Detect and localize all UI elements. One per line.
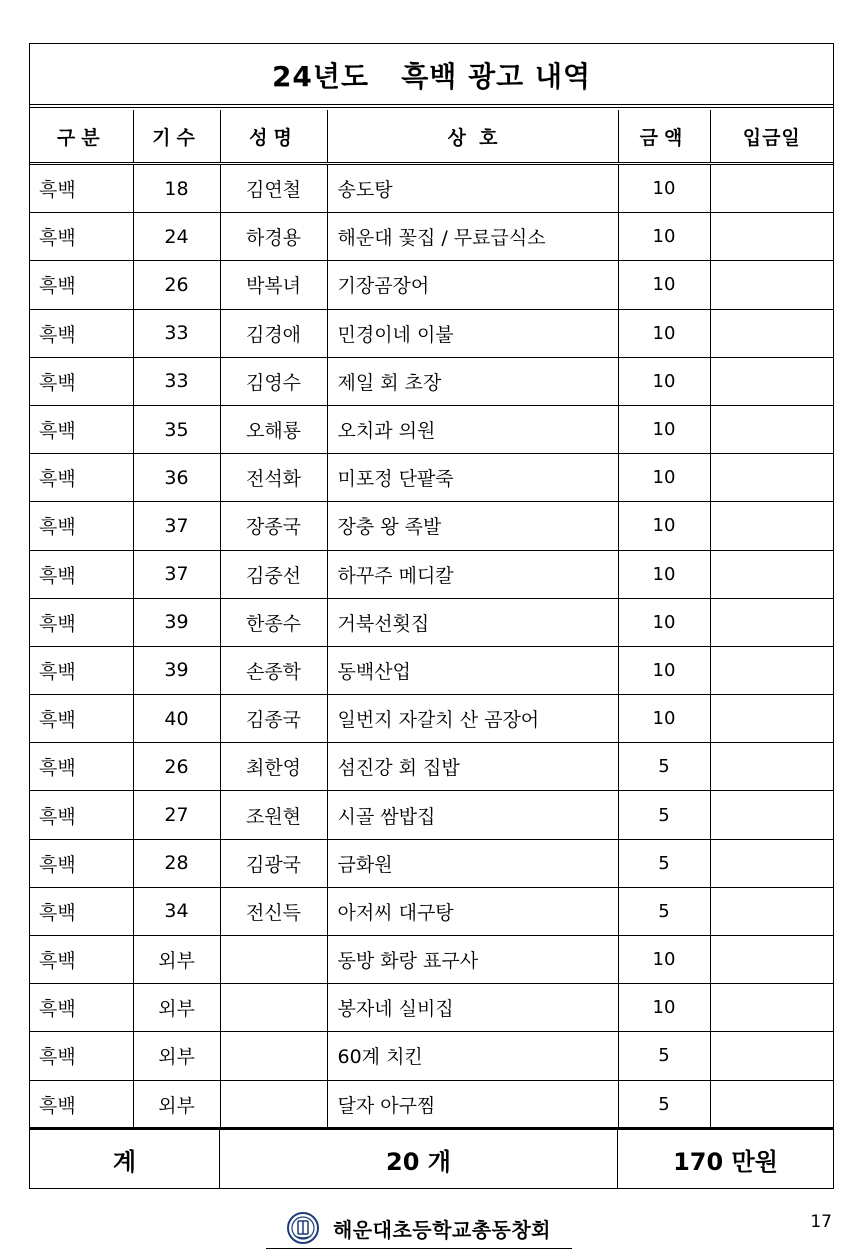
cell-generation: 외부 xyxy=(133,1032,220,1080)
cell-name: 김영수 xyxy=(220,357,327,405)
cell-generation: 26 xyxy=(133,261,220,309)
cell-name: 김경애 xyxy=(220,309,327,357)
header-shop: 상 호 xyxy=(327,110,618,164)
total-amount: 170 만원 xyxy=(673,1147,778,1176)
cell-amount: 10 xyxy=(618,261,710,309)
cell-shop: 섬진강 회 집밥 xyxy=(327,743,618,791)
cell-category: 흑백 xyxy=(30,984,133,1032)
cell-generation: 37 xyxy=(133,502,220,550)
table-row xyxy=(30,984,833,1032)
cell-paid-date xyxy=(710,1080,833,1128)
table-row xyxy=(30,1080,833,1128)
cell-category: 흑백 xyxy=(30,261,133,309)
table-row xyxy=(30,839,833,887)
cell-category: 흑백 xyxy=(30,502,133,550)
cell-amount: 10 xyxy=(618,213,710,261)
cell-shop: 거북선횟집 xyxy=(327,598,618,646)
cell-amount: 10 xyxy=(618,646,710,694)
header-generation: 기수 xyxy=(133,110,220,164)
cell-shop: 송도탕 xyxy=(327,164,618,213)
cell-shop: 봉자네 실비집 xyxy=(327,984,618,1032)
table-row xyxy=(30,887,833,935)
cell-generation: 33 xyxy=(133,309,220,357)
table-row xyxy=(30,164,833,213)
table-row xyxy=(30,791,833,839)
cell-name: 최한영 xyxy=(220,743,327,791)
page-number: 17 xyxy=(810,1212,832,1232)
cell-paid-date xyxy=(710,936,833,984)
header-category: 구분 xyxy=(30,110,133,164)
cell-amount: 5 xyxy=(618,1080,710,1128)
table-row xyxy=(30,357,833,405)
cell-paid-date xyxy=(710,164,833,213)
footer xyxy=(266,1208,572,1249)
cell-shop: 기장곰장어 xyxy=(327,261,618,309)
cell-paid-date xyxy=(710,405,833,453)
cell-generation: 외부 xyxy=(133,1080,220,1128)
cell-name: 김중선 xyxy=(220,550,327,598)
cell-name xyxy=(220,1080,327,1128)
cell-amount: 5 xyxy=(618,743,710,791)
cell-paid-date xyxy=(710,887,833,935)
table-row xyxy=(30,550,833,598)
cell-paid-date xyxy=(710,743,833,791)
cell-paid-date xyxy=(710,791,833,839)
cell-name: 김종국 xyxy=(220,695,327,743)
cell-category: 흑백 xyxy=(30,936,133,984)
table-row xyxy=(30,261,833,309)
cell-shop: 시골 쌈밥집 xyxy=(327,791,618,839)
cell-category: 흑백 xyxy=(30,164,133,213)
school-emblem-icon xyxy=(287,1212,319,1244)
cell-category: 흑백 xyxy=(30,309,133,357)
table-row xyxy=(30,695,833,743)
total-count: 20 개 xyxy=(220,1130,618,1188)
cell-generation: 28 xyxy=(133,839,220,887)
cell-paid-date xyxy=(710,695,833,743)
title-divider xyxy=(30,104,833,108)
cell-name: 조원현 xyxy=(220,791,327,839)
cell-shop: 오치과 의원 xyxy=(327,405,618,453)
cell-name: 전석화 xyxy=(220,454,327,502)
cell-paid-date xyxy=(710,357,833,405)
ad-list-frame xyxy=(29,43,834,1189)
cell-shop: 장충 왕 족발 xyxy=(327,502,618,550)
cell-generation: 외부 xyxy=(133,936,220,984)
cell-paid-date xyxy=(710,309,833,357)
cell-category: 흑백 xyxy=(30,357,133,405)
cell-shop: 제일 회 초장 xyxy=(327,357,618,405)
cell-name: 하경용 xyxy=(220,213,327,261)
cell-name xyxy=(220,1032,327,1080)
cell-name: 박복녀 xyxy=(220,261,327,309)
cell-amount: 10 xyxy=(618,454,710,502)
table-row xyxy=(30,598,833,646)
cell-category: 흑백 xyxy=(30,743,133,791)
cell-name: 김광국 xyxy=(220,839,327,887)
cell-generation: 18 xyxy=(133,164,220,213)
table-row xyxy=(30,646,833,694)
cell-shop: 해운대 꽃집 / 무료급식소 xyxy=(327,213,618,261)
cell-paid-date xyxy=(710,261,833,309)
page-title: 24년도 흑백 광고 내역 xyxy=(271,60,592,93)
cell-paid-date xyxy=(710,984,833,1032)
cell-category: 흑백 xyxy=(30,1080,133,1128)
cell-amount: 10 xyxy=(618,984,710,1032)
cell-generation: 36 xyxy=(133,454,220,502)
cell-paid-date xyxy=(710,213,833,261)
cell-generation: 27 xyxy=(133,791,220,839)
header-amount: 금액 xyxy=(618,110,710,164)
cell-generation: 37 xyxy=(133,550,220,598)
cell-amount: 10 xyxy=(618,164,710,213)
cell-shop: 동백산업 xyxy=(327,646,618,694)
header-paid-date: 입금일 xyxy=(710,110,833,164)
cell-amount: 10 xyxy=(618,357,710,405)
cell-category: 흑백 xyxy=(30,598,133,646)
table-row xyxy=(30,309,833,357)
header-name: 성명 xyxy=(220,110,327,164)
cell-amount: 5 xyxy=(618,1032,710,1080)
cell-category: 흑백 xyxy=(30,405,133,453)
cell-generation: 24 xyxy=(133,213,220,261)
cell-paid-date xyxy=(710,502,833,550)
cell-amount: 5 xyxy=(618,791,710,839)
cell-shop: 미포정 단팥죽 xyxy=(327,454,618,502)
table-row xyxy=(30,213,833,261)
cell-generation: 26 xyxy=(133,743,220,791)
cell-name: 장종국 xyxy=(220,502,327,550)
table-row xyxy=(30,936,833,984)
cell-name: 한종수 xyxy=(220,598,327,646)
total-label: 계 xyxy=(30,1130,220,1188)
cell-amount: 5 xyxy=(618,887,710,935)
cell-shop: 60계 치킨 xyxy=(327,1032,618,1080)
cell-name: 손종학 xyxy=(220,646,327,694)
cell-generation: 34 xyxy=(133,887,220,935)
cell-category: 흑백 xyxy=(30,791,133,839)
cell-category: 흑백 xyxy=(30,454,133,502)
cell-category: 흑백 xyxy=(30,887,133,935)
cell-category: 흑백 xyxy=(30,646,133,694)
table-row xyxy=(30,743,833,791)
cell-paid-date xyxy=(710,598,833,646)
cell-amount: 10 xyxy=(618,550,710,598)
organization-name: 해운대초등학교총동창회 xyxy=(332,1217,552,1242)
total-row xyxy=(30,1127,833,1188)
cell-amount: 10 xyxy=(618,936,710,984)
cell-shop: 동방 화랑 표구사 xyxy=(327,936,618,984)
cell-generation: 40 xyxy=(133,695,220,743)
table-header-row xyxy=(30,110,833,164)
cell-shop: 일번지 자갈치 산 곰장어 xyxy=(327,695,618,743)
table-row xyxy=(30,1032,833,1080)
cell-name: 오해룡 xyxy=(220,405,327,453)
cell-generation: 35 xyxy=(133,405,220,453)
cell-paid-date xyxy=(710,839,833,887)
cell-shop: 아저씨 대구탕 xyxy=(327,887,618,935)
cell-amount: 10 xyxy=(618,598,710,646)
cell-amount: 10 xyxy=(618,309,710,357)
cell-paid-date xyxy=(710,1032,833,1080)
cell-generation: 39 xyxy=(133,598,220,646)
cell-category: 흑백 xyxy=(30,1032,133,1080)
cell-amount: 10 xyxy=(618,695,710,743)
table-row xyxy=(30,454,833,502)
cell-name: 전신득 xyxy=(220,887,327,935)
cell-amount: 5 xyxy=(618,839,710,887)
cell-category: 흑백 xyxy=(30,839,133,887)
table-row xyxy=(30,405,833,453)
cell-amount: 10 xyxy=(618,405,710,453)
cell-name xyxy=(220,984,327,1032)
cell-name: 김연철 xyxy=(220,164,327,213)
cell-shop: 하꾸주 메디칼 xyxy=(327,550,618,598)
cell-category: 흑백 xyxy=(30,550,133,598)
cell-category: 흑백 xyxy=(30,695,133,743)
cell-paid-date xyxy=(710,646,833,694)
cell-generation: 39 xyxy=(133,646,220,694)
cell-shop: 민경이네 이불 xyxy=(327,309,618,357)
cell-shop: 금화원 xyxy=(327,839,618,887)
cell-generation: 외부 xyxy=(133,984,220,1032)
cell-name xyxy=(220,936,327,984)
cell-paid-date xyxy=(710,550,833,598)
table-row xyxy=(30,502,833,550)
cell-amount: 10 xyxy=(618,502,710,550)
cell-generation: 33 xyxy=(133,357,220,405)
cell-paid-date xyxy=(710,454,833,502)
cell-shop: 달자 아구찜 xyxy=(327,1080,618,1128)
ad-table xyxy=(30,110,833,1129)
cell-category: 흑백 xyxy=(30,213,133,261)
